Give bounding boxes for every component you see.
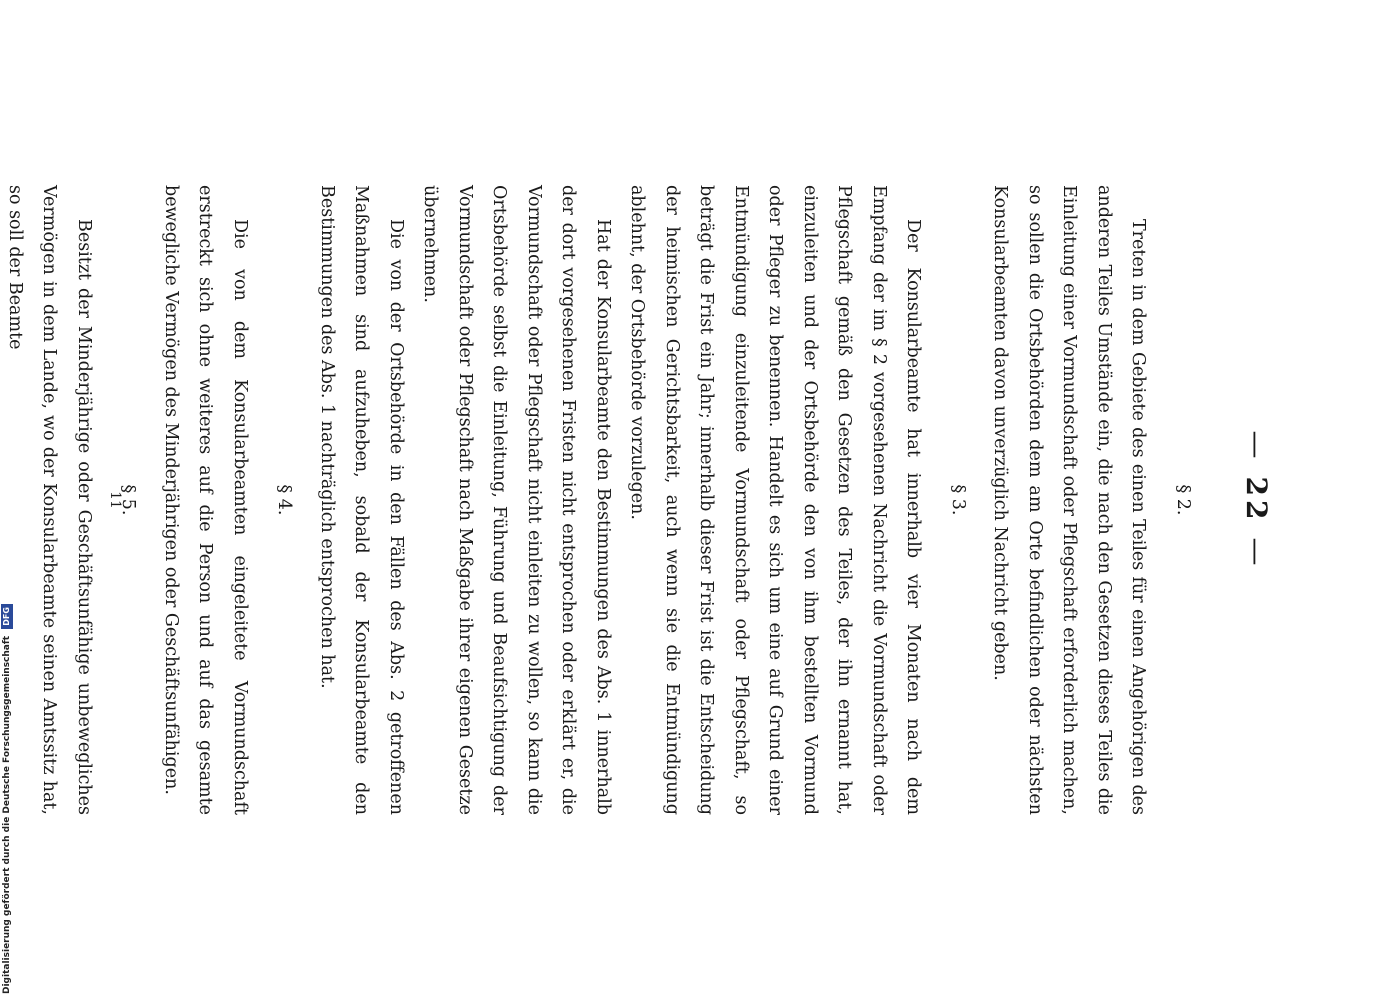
section-2-text: Treten in dem Gebiete des einen Teiles für einen Angehörigen des anderen Teiles Umstände ein, die nach den Gesetzen dieses Teiles die Einleitung einer Vormundschaft oder Pflegschaft erforderlich machen, so sollen die Ortsbehörden dem am Orte befindlichen oder nächsten Konsularbeamten davon unverzüglich Nachricht geben. <box>990 185 1149 815</box>
section-3-paragraph-3: Die von der Ortsbehörde in den Fällen des Abs. 2 getroffenen Maßnahmen sind aufzuheben, sobald der Konsularbeamte den Bestimmungen des Abs. 1 nachträglich entsprochen hat. <box>317 185 406 815</box>
page-number-value: 22 <box>1240 476 1273 524</box>
digitization-credit <box>0 604 14 994</box>
page-number-dash-left: — <box>1240 430 1273 463</box>
section-5-text: Besitzt der Minderjährige oder Geschäftsunfähige unbewegliches Vermögen in dem Lande, wo der Konsularbeamte seinen Amtssitz hat, so soll der Beamte <box>5 185 94 815</box>
section-3-heading: § 3. <box>948 484 968 516</box>
footer-number: 11 <box>107 491 123 509</box>
section-3-paragraph-2: Hat der Konsularbeamte den Bestimmungen des Abs. 1 innerhalb der dort vorgesehenen Fristen nicht entsprochen oder erklärt er, die Vormundschaft oder Pflegschaft nicht einleiten zu wollen, so kann die Ortsbehörde selbst die Einleitung, Führung und Beaufsichtigung der Vormundschaft oder Pflegschaft nach Maßgabe ihrer eigenen Gesetze übernehmen. <box>420 185 613 815</box>
dfg-logo-icon: DFG <box>1 604 13 629</box>
page-number-dash-right: — <box>1240 537 1273 570</box>
body-text <box>0 185 1208 815</box>
section-4-text: Die von dem Konsularbeamten eingeleitete Vormundschaft erstreckt sich ohne weiteres auf die Person und auf das gesamte bewegliche Vermögen des Minderjährigen oder Geschäftsunfähigen. <box>161 185 250 815</box>
digitization-note: Digitalisierung gefördert durch die Deutsche Forschungsgemeinschaft <box>2 635 12 994</box>
section-4-heading: § 4. <box>274 484 295 516</box>
section-5-heading: § 5. <box>118 484 139 516</box>
section-2-heading: § 2. <box>1173 484 1193 516</box>
section-3-paragraph-1: Der Konsularbeamte hat innerhalb vier Monaten nach dem Empfang der im § 2 vorgesehenen Nachricht die Vormundschaft oder Pflegschaft gemäß den Gesetzen des Teiles, der ihn ernannt hat, einzuleiten und der Ortsbehörde den von ihm bestellten Vormund oder Pfleger zu benennen. Handelt es sich um eine auf Grund einer Entmündigung einzuleitende Vormundschaft oder Pflegschaft, so beträgt die Frist ein Jahr; innerhalb dieser Frist ist die Entscheidung der heimischen Gerichtsbarkeit, auch wenn sie die Entmündigung ablehnt, der Ortsbehörde vorzulegen. <box>627 185 924 815</box>
page-number <box>1240 0 1273 1000</box>
